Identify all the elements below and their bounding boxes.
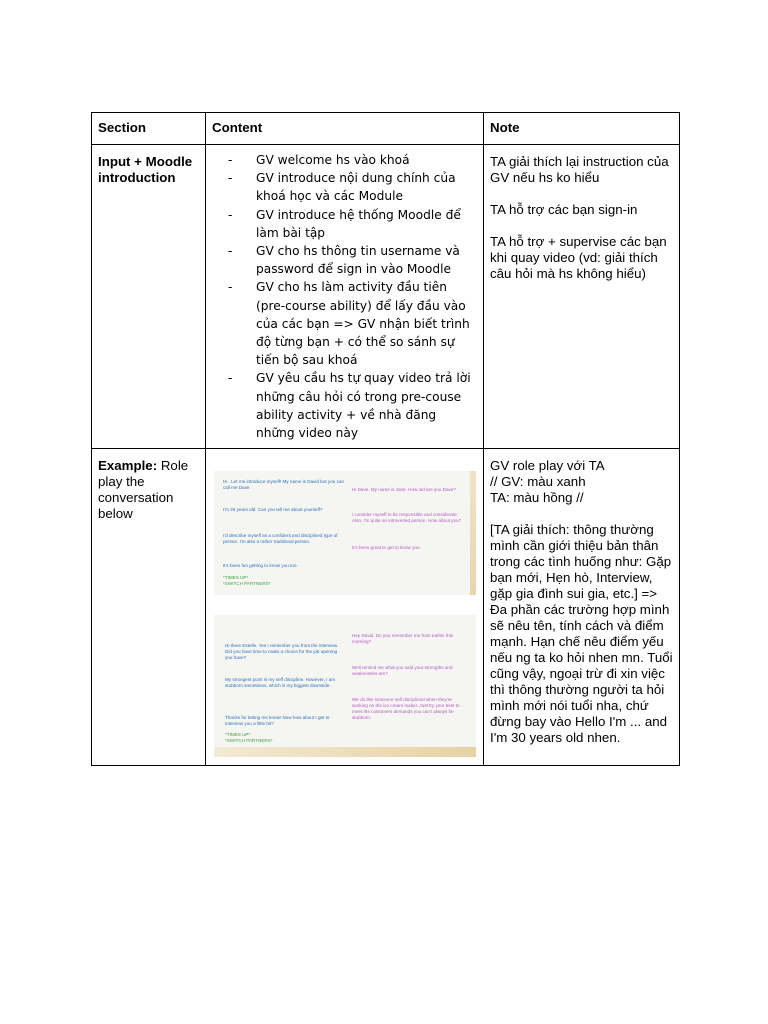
table-row — [92, 449, 680, 766]
example-label: Example: — [98, 458, 158, 474]
note-cell — [484, 449, 680, 766]
dialogue-line: Hey David. Do you remember me from earlier this morning? — [352, 633, 454, 645]
list-item: - GV cho hs thông tin username và password để sign in vào Moodle — [228, 242, 477, 278]
list-item: - GV yêu cầu hs tự quay video trả lời những câu hỏi có trong pre-couse ability activity + về nhà đăng những video này — [228, 369, 477, 442]
list-item: - GV introduce nội dung chính của khoá học và các Module — [228, 169, 477, 205]
note-cell — [484, 145, 680, 449]
example-description: Role play the conversation below — [98, 458, 189, 522]
note-paragraph: [TA giải thích: thông thường mình cần giới thiệu bản thân trong các tình huống như: Gặp bạn mới, Hẹn hò, Interview, gặp gia đình sui gia, etc.] => Đa phần các trường hợp mình sẽ nêu tên, tính cách và điểm mạnh. Hạn chế nêu điểm yếu nếu ng ta ko hỏi nhen mn. Tuổi cũng vậy, ngoại trừ đi xin việc thì thông thường người ta hỏi mình mới nói tuổi nha, chứ đừng bay vào Hello I'm ... and I'm 30 years old nhen. — [490, 522, 673, 746]
note-paragraph: TA giải thích lại instruction của GV nếu hs ko hiểu — [490, 154, 669, 185]
dialogue-line: My strongest point is my self discipline. However, I am stubborn sometimes, which is my biggest downside. — [225, 677, 336, 689]
dialogue-line: Hi Dave. My name is Jane. How old are you Dave? — [352, 487, 456, 493]
note-paragraph: TA hỗ trợ + supervise các bạn khi quay video (vd: giải thích câu hỏi mà hs không hiểu) — [490, 234, 667, 281]
dialogue-line: *TIMES UP* — [223, 575, 249, 581]
dialogue-line: *TIMES UP* — [225, 732, 251, 738]
dialogue-line: Hi there Estelle. Yes I remember you from the interview. Did you have time to make a choice for the job opening you have? — [225, 643, 339, 661]
table-row — [92, 145, 680, 449]
header-row — [92, 113, 680, 145]
note-line: TA: màu hồng // — [490, 490, 584, 506]
content-list — [212, 151, 477, 442]
header-note: Note — [484, 113, 680, 145]
list-item: - GV welcome hs vào khoá — [228, 151, 477, 169]
dialogue-line: Well remind me what you said your strengths and weaknesses are? — [352, 665, 453, 677]
header-section: Section — [92, 113, 206, 145]
dialogue-line: It's been great to get to know you. — [352, 545, 421, 551]
dialogue-line: We do like someone self disciplined when they're working on the ice cream maker. Just try your best to meet the customers demands you can't always be stubborn. — [352, 697, 460, 721]
dialogue-line: Thanks for letting me know! Now how about I get to interview you a little bit? — [225, 715, 330, 727]
note-line: GV role play với TA — [490, 458, 605, 474]
section-title: Input + Moodle introduction — [98, 154, 193, 185]
dialogue-line: *SWITCH PARTNERS* — [225, 738, 273, 744]
dialogue-line: I consider myself to be responsible and considerate. Also, I'm quite an introverted person. How about you? — [352, 512, 462, 524]
dialogue-screenshot-2 — [214, 615, 476, 757]
list-item: - GV introduce hệ thống Moodle để làm bài tập — [228, 206, 477, 242]
note-line: // GV: màu xanh — [490, 474, 586, 490]
header-content: Content — [206, 113, 484, 145]
lesson-plan-table — [91, 112, 680, 766]
dialogue-line: Hi . Let me introduce myself! My name is David but you can call me Dave — [223, 479, 345, 491]
dialogue-screenshot-1 — [214, 471, 476, 595]
dialogue-line: *SWITCH PARTNERS* — [223, 581, 271, 587]
note-paragraph: TA hỗ trợ các bạn sign-in — [490, 202, 638, 217]
dialogue-line: I'd describe myself as a confident and disciplined type of person. I'm also a rather traditional person. — [223, 533, 338, 545]
dialogue-line: I'm 25 years old. Can you tell me about yourself? — [223, 507, 323, 513]
list-item: - GV cho hs làm activity đầu tiên (pre-course ability) để lấy đầu vào của các bạn => GV nhận biết trình độ từng bạn + có thể so sánh sự tiến bộ sau khoá — [228, 278, 477, 369]
dialogue-line: It's been fun getting to know you too. — [223, 563, 298, 569]
